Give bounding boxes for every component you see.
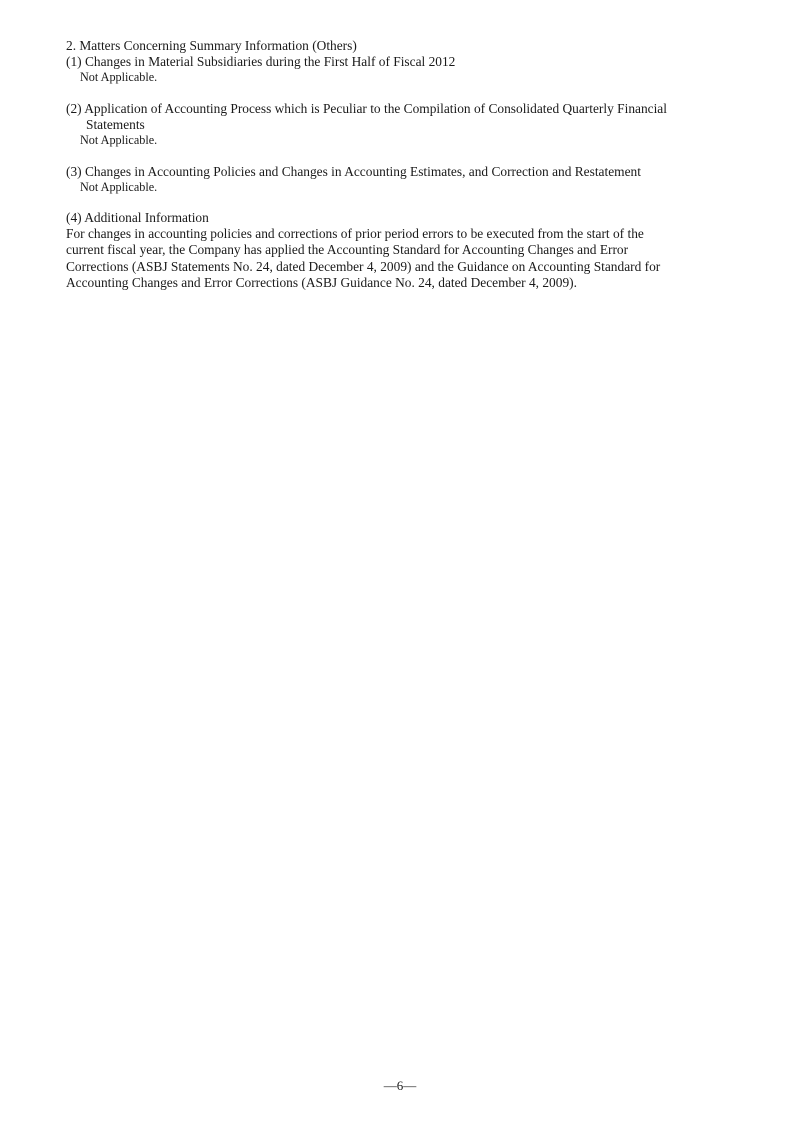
additional-paragraph-line: Corrections (ASBJ Statements No. 24, dated December 4, 2009) and the Guidance on Accounting Standard for: [66, 258, 661, 274]
item-heading: [66, 164, 716, 180]
item-additional-information: [66, 210, 716, 291]
item-body: Not Applicable.: [80, 180, 158, 194]
item-heading: [66, 54, 716, 70]
item-heading-text: (3) Changes in Accounting Policies and Changes in Accounting Estimates, and Correction and Restatement: [66, 164, 641, 179]
item-body: Not Applicable.: [80, 70, 158, 84]
item-body: Not Applicable.: [80, 133, 158, 147]
spacer: [66, 85, 716, 101]
item-heading-text: (1) Changes in Material Subsidiaries during the First Half of Fiscal 2012: [66, 54, 456, 69]
page-number: —6—: [383, 1078, 417, 1093]
item-heading-continuation: Statements: [86, 117, 145, 132]
section-title: 2. Matters Concerning Summary Information (Others): [66, 38, 357, 53]
item-accounting-policies: [66, 164, 716, 195]
spacer: [66, 148, 716, 164]
additional-paragraph-line: current fiscal year, the Company has applied the Accounting Standard for Accounting Changes and Error: [66, 242, 629, 258]
additional-paragraph-line: For changes in accounting policies and corrections of prior period errors to be executed from the start of the: [66, 226, 644, 241]
additional-heading: (4) Additional Information: [66, 210, 209, 225]
item-heading: [66, 101, 716, 133]
document-page: [66, 38, 716, 291]
item-material-subsidiaries: [66, 54, 716, 85]
additional-paragraph-line: Accounting Changes and Error Corrections (ASBJ Guidance No. 24, dated December 4, 2009).: [66, 274, 577, 290]
item-heading-text: (2) Application of Accounting Process which is Peculiar to the Compilation of Consolidated Quarterly Financial: [66, 101, 667, 116]
spacer: [66, 195, 716, 210]
item-accounting-process: [66, 101, 716, 148]
